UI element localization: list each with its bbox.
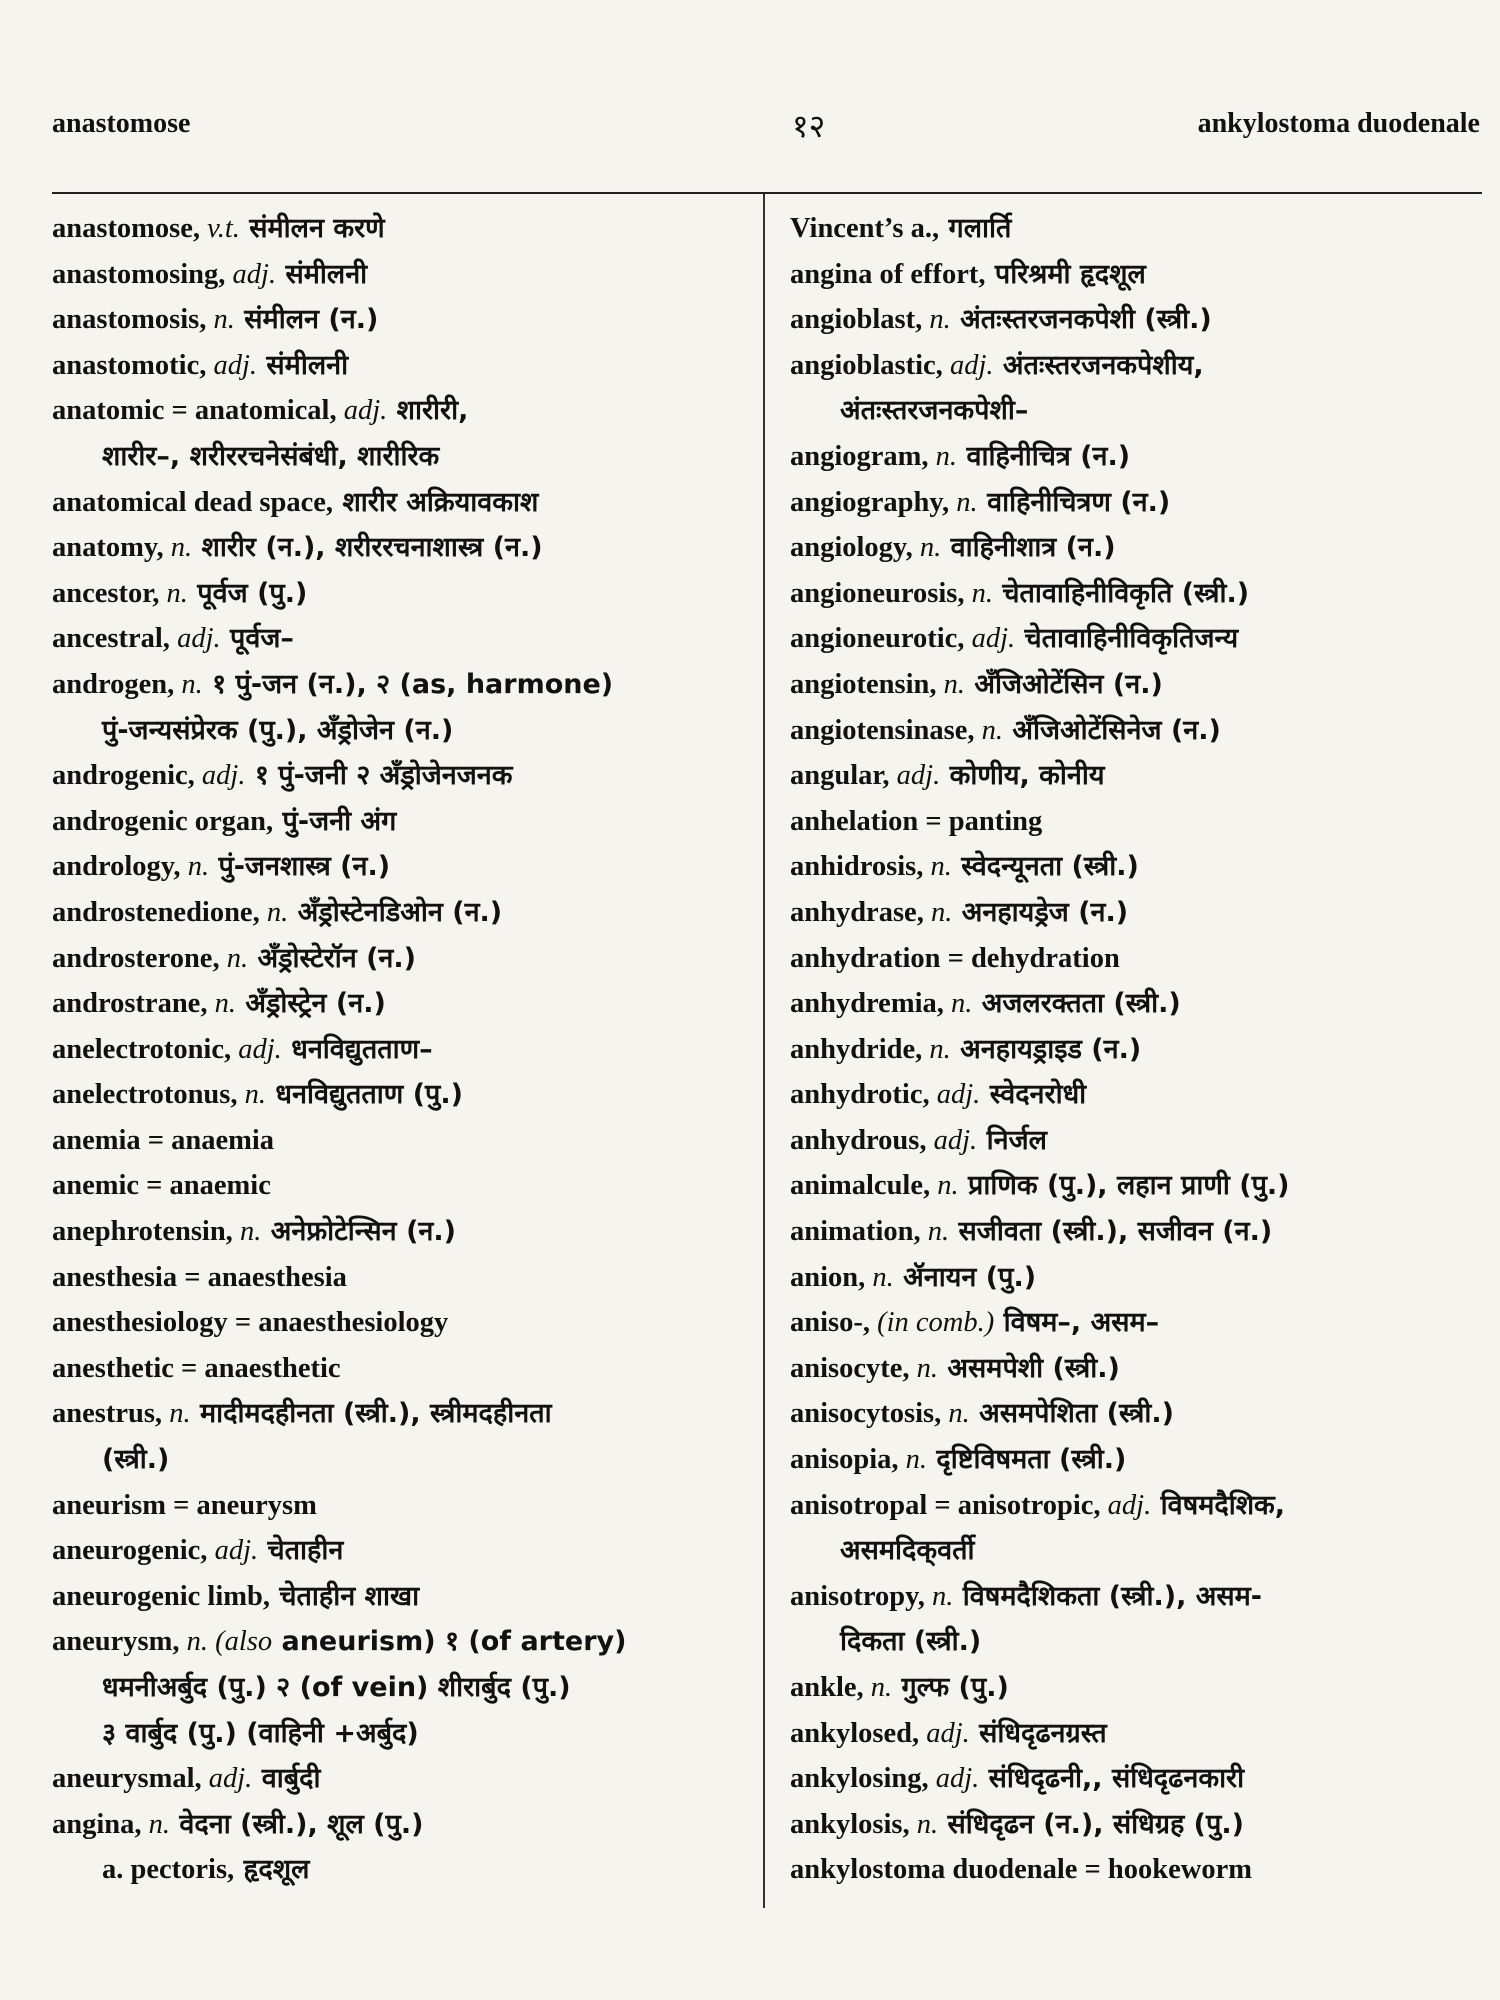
- entry-headword: anhelation = panting: [790, 805, 1043, 837]
- entry-definition: अंतःस्तरजनकपेशीय,: [993, 349, 1204, 381]
- entry-definition: संधिदृढनी,, संधिदृढनकारी: [979, 1763, 1245, 1795]
- entry-definition: वेदना (स्त्री.), शूल (पु.): [170, 1808, 424, 1840]
- entry-definition: अंतःस्तरजनकपेशी–: [840, 395, 1029, 427]
- dictionary-entry: [790, 799, 1490, 845]
- entry-definition: संमीलन (न.): [234, 304, 379, 336]
- entry-definition: विषमदैशिक,: [1151, 1489, 1286, 1521]
- entry-part-of-speech: n.: [237, 1079, 267, 1111]
- entry-definition: कोणीय, कोनीय: [940, 760, 1105, 792]
- entry-definition: असमपेशिता (स्त्री.): [969, 1398, 1174, 1430]
- dictionary-entry: [52, 844, 752, 890]
- entry-headword: ankylosed,: [790, 1717, 920, 1749]
- entry-headword: anestrus,: [52, 1398, 163, 1430]
- dictionary-entry: [790, 1574, 1490, 1620]
- entry-part-of-speech: n.: [174, 668, 203, 700]
- entry-definition: वाहिनीचित्र (न.): [957, 440, 1131, 472]
- entry-definition: अँड्रोस्टेरॉन (न.): [248, 942, 416, 974]
- entry-part-of-speech: adj.: [207, 1535, 259, 1567]
- entry-part-of-speech: adj.: [919, 1717, 970, 1749]
- entry-part-of-speech: v.t.: [200, 213, 240, 244]
- entry-definition: aneurism) १ (of artery): [272, 1626, 627, 1658]
- dictionary-entry: [52, 480, 752, 526]
- dictionary-entry: [790, 1802, 1490, 1848]
- entry-definition: पुं-जनी अंग: [273, 805, 397, 837]
- entry-headword: anhydremia,: [790, 988, 944, 1020]
- dictionary-entry: [52, 1711, 752, 1757]
- entry-headword: anelectrotonus,: [52, 1079, 238, 1111]
- entry-headword: anesthesia = anaesthesia: [52, 1261, 347, 1293]
- entry-headword: anemia = anaemia: [52, 1124, 275, 1156]
- header-first-entry: anastomose: [52, 108, 191, 139]
- entry-definition: स्वेदन्यूनता (स्त्री.): [951, 851, 1139, 883]
- dictionary-entry: [790, 525, 1490, 571]
- entry-part-of-speech: n.: [936, 668, 965, 700]
- entry-headword: anisotropal = anisotropic,: [790, 1489, 1101, 1521]
- entry-headword: angina,: [52, 1808, 142, 1840]
- entry-headword: ankylostoma duodenale = hookeworm: [790, 1854, 1252, 1886]
- entry-part-of-speech: n.: [180, 851, 210, 883]
- entry-headword: aneurysm,: [52, 1626, 180, 1658]
- dictionary-entry: [52, 297, 752, 343]
- entry-definition: पुं-जनशास्त्र (न.): [209, 851, 391, 883]
- entry-headword: anastomose,: [52, 213, 201, 244]
- entry-part-of-speech: n.: [923, 851, 952, 883]
- entry-headword: aneurysmal,: [52, 1763, 202, 1795]
- entry-definition: धनविद्युतताण (पु.): [266, 1079, 463, 1111]
- dictionary-entry: [52, 1118, 752, 1164]
- dictionary-entry: [790, 1756, 1490, 1802]
- entry-definition: अँजिओटेंसिन (न.): [965, 668, 1163, 700]
- dictionary-entry: [790, 1209, 1490, 1255]
- entry-definition: अनहायड्राइड (न.): [950, 1033, 1142, 1065]
- entry-definition: शारीर–, शरीररचनेसंबंधी, शारीरिक: [102, 440, 440, 472]
- dictionary-entry: [52, 1072, 752, 1118]
- dictionary-entry: [52, 662, 752, 708]
- entry-headword: aneurism = aneurysm: [52, 1489, 317, 1521]
- entry-part-of-speech: adj.: [169, 623, 221, 655]
- dictionary-entry: [790, 480, 1490, 526]
- entry-part-of-speech: adj.: [929, 1079, 981, 1111]
- entry-definition: अनहायड्रेज (न.): [952, 896, 1129, 928]
- entry-part-of-speech: adj.: [889, 760, 941, 792]
- entry-headword: anisotropy,: [790, 1580, 925, 1612]
- entry-headword: anhydrous,: [790, 1124, 927, 1156]
- dictionary-entry: [52, 1756, 752, 1802]
- entry-definition: अजलरक्तता (स्त्री.): [972, 988, 1181, 1020]
- entry-part-of-speech: n.: [920, 1216, 950, 1248]
- entry-part-of-speech: n.: [898, 1444, 928, 1476]
- dictionary-entry: [790, 662, 1490, 708]
- dictionary-entry: [790, 1072, 1490, 1118]
- entry-part-of-speech: n. (also: [179, 1626, 273, 1658]
- entry-part-of-speech: n.: [974, 714, 1003, 746]
- dictionary-entry: [790, 753, 1490, 799]
- entry-definition: संमीलनी: [257, 349, 349, 381]
- dictionary-entry: [52, 616, 752, 662]
- dictionary-entry: [790, 252, 1490, 298]
- entry-headword: ancestral,: [52, 623, 170, 655]
- entry-definition: अँजिओटेंसिनेज (न.): [1003, 714, 1221, 746]
- entry-definition: निर्जल: [977, 1124, 1047, 1156]
- entry-headword: angioneurosis,: [790, 577, 965, 609]
- entry-definition: शारीरी,: [387, 395, 469, 427]
- entry-headword: anhydride,: [790, 1033, 923, 1065]
- entry-definition: सजीवता (स्त्री.), सजीवन (न.): [949, 1216, 1273, 1248]
- entry-part-of-speech: adj.: [964, 623, 1016, 655]
- entry-headword: androstenedione,: [52, 896, 260, 928]
- entry-headword: anhydrase,: [790, 896, 924, 928]
- entry-definition: गुल्फ (पु.): [892, 1672, 1009, 1703]
- dictionary-entry: [790, 1665, 1490, 1711]
- entry-headword: aneurogenic,: [52, 1535, 208, 1567]
- entry-part-of-speech: n.: [922, 1033, 951, 1065]
- dictionary-entry: [790, 1437, 1490, 1483]
- dictionary-entry: [52, 571, 752, 617]
- entry-headword: animation,: [790, 1216, 921, 1248]
- entry-definition: संधिदृढन (न.), संधिग्रह (पु.): [938, 1808, 1244, 1840]
- entry-definition: शारीर (न.), शरीररचनाशास्त्र (न.): [192, 532, 543, 564]
- entry-headword: angina of effort,: [790, 258, 986, 290]
- dictionary-entry: [790, 1300, 1490, 1346]
- entry-headword: anatomy,: [52, 532, 164, 564]
- dictionary-entry: [790, 1483, 1490, 1529]
- dictionary-entry: [52, 981, 752, 1027]
- dictionary-entry: [52, 1346, 752, 1392]
- dictionary-entry: [790, 1118, 1490, 1164]
- dictionary-entry: [52, 1437, 752, 1483]
- entry-definition: पुं-जन्यसंप्रेरक (पु.), अँड्रोजेन (न.): [102, 714, 454, 746]
- entry-part-of-speech: adj.: [201, 1763, 253, 1795]
- dictionary-entry: [52, 890, 752, 936]
- entry-definition: १ पुं-जन (न.), २ (as, harmone): [202, 668, 614, 700]
- entry-part-of-speech: n.: [865, 1261, 894, 1293]
- dictionary-entry: [52, 1163, 752, 1209]
- entry-part-of-speech: (in comb.): [869, 1307, 995, 1339]
- entry-headword: aniso-,: [790, 1307, 870, 1339]
- entry-part-of-speech: adj.: [336, 395, 388, 427]
- entry-part-of-speech: n.: [207, 988, 236, 1020]
- dictionary-entry: [790, 1391, 1490, 1437]
- dictionary-entry: [52, 1574, 752, 1620]
- dictionary-entry: [790, 343, 1490, 389]
- dictionary-entry: [52, 434, 752, 480]
- entry-part-of-speech: n.: [909, 1808, 939, 1840]
- entry-definition: वाहिनीचित्रण (न.): [977, 486, 1171, 518]
- dictionary-entry: [790, 571, 1490, 617]
- entry-part-of-speech: adj.: [928, 1763, 980, 1795]
- entry-part-of-speech: n.: [943, 988, 973, 1020]
- entry-headword: angiotensin,: [790, 668, 937, 700]
- entry-definition: विषमदैशिकता (स्त्री.), असम-: [953, 1580, 1262, 1612]
- dictionary-entry: [790, 844, 1490, 890]
- dictionary-entry: [790, 206, 1490, 252]
- entry-headword: angiogram,: [790, 440, 929, 472]
- dictionary-entry: [52, 343, 752, 389]
- entry-definition: प्राणिक (पु.), लहान प्राणी (पु.): [958, 1170, 1290, 1202]
- dictionary-entry: [790, 981, 1490, 1027]
- entry-part-of-speech: n.: [930, 1170, 959, 1202]
- dictionary-entry: [52, 525, 752, 571]
- entry-part-of-speech: adj.: [206, 349, 258, 381]
- entry-headword: anisocytosis,: [790, 1398, 942, 1430]
- dictionary-entry: [790, 1619, 1490, 1665]
- dictionary-entry: [790, 708, 1490, 754]
- entry-definition: हृदशूल: [234, 1854, 310, 1886]
- entry-definition: वाहिनीशात्र (न.): [941, 532, 1116, 564]
- entry-definition: अँड्रोस्ट्रेन (न.): [235, 988, 386, 1020]
- entry-headword: ankylosis,: [790, 1808, 910, 1840]
- entry-headword: angiology,: [790, 532, 913, 564]
- entry-definition: संमीलन करणे: [239, 213, 385, 244]
- entry-definition: संमीलनी: [276, 258, 368, 290]
- entry-headword: andrology,: [52, 851, 181, 883]
- entry-part-of-speech: n.: [141, 1808, 170, 1840]
- entry-definition: गलार्ति: [939, 213, 1012, 244]
- entry-headword: anisopia,: [790, 1444, 899, 1476]
- entry-headword: angioblastic,: [790, 349, 943, 381]
- entry-part-of-speech: adj.: [1100, 1489, 1152, 1521]
- entry-definition: अनेफ्रोटेन्सिन (न.): [261, 1216, 456, 1248]
- entry-definition: धनविद्युतताण–: [281, 1033, 433, 1065]
- entry-headword: anastomosing,: [52, 258, 226, 290]
- entry-definition: वार्बुदी: [252, 1763, 321, 1795]
- page-number: १२: [792, 108, 826, 144]
- entry-definition: धमनीअर्बुद (पु.) २ (of vein) शीरार्बुद (पु.): [102, 1672, 571, 1703]
- entry-definition: अंतःस्तरजनकपेशी (स्त्री.): [950, 304, 1212, 336]
- entry-part-of-speech: adj.: [926, 1124, 978, 1156]
- entry-part-of-speech: adj.: [942, 349, 994, 381]
- entry-headword: anesthesiology = anaesthesiology: [52, 1307, 449, 1339]
- dictionary-entry: [52, 708, 752, 754]
- dictionary-entry: [790, 1255, 1490, 1301]
- entry-definition: विषम–, असम–: [994, 1307, 1160, 1339]
- dictionary-entry: [790, 936, 1490, 982]
- entry-headword: anastomosis,: [52, 304, 207, 336]
- entry-headword: anemic = anaemic: [52, 1170, 271, 1202]
- dictionary-entry: [790, 616, 1490, 662]
- entry-part-of-speech: n.: [964, 577, 993, 609]
- entry-headword: anion,: [790, 1261, 866, 1293]
- header-last-entry: ankylostoma duodenale: [1197, 108, 1480, 139]
- dictionary-entry: [52, 753, 752, 799]
- entry-definition: चेताहीन: [258, 1535, 344, 1567]
- dictionary-entry: [52, 936, 752, 982]
- entry-definition: पूर्वज (पु.): [187, 577, 308, 609]
- entry-definition: १ पुं-जनी २ अँड्रोजेनजनक: [245, 760, 513, 792]
- entry-part-of-speech: adj.: [194, 760, 246, 792]
- entry-part-of-speech: n.: [909, 1352, 939, 1384]
- dictionary-entry: [790, 434, 1490, 480]
- entry-part-of-speech: n.: [162, 1398, 191, 1430]
- entry-definition: ३ वार्बुद (पु.) (वाहिनी +अर्बुद): [102, 1717, 419, 1749]
- entry-part-of-speech: n.: [923, 896, 953, 928]
- dictionary-entry: [52, 1847, 752, 1893]
- entry-definition: चेतावाहिनीविकृतिजन्य: [1015, 623, 1239, 655]
- entry-part-of-speech: adj.: [231, 1033, 282, 1065]
- dictionary-entry: [52, 1391, 752, 1437]
- entry-definition: असमपेशी (स्त्री.): [938, 1352, 1120, 1384]
- dictionary-entry: [790, 890, 1490, 936]
- entry-definition: असमदिक्‌वर्ती: [840, 1535, 975, 1567]
- dictionary-entry: [52, 799, 752, 845]
- entry-headword: a. pectoris,: [102, 1854, 235, 1886]
- entry-headword: ankylosing,: [790, 1763, 929, 1795]
- entry-headword: anesthetic = anaesthetic: [52, 1352, 341, 1384]
- entry-headword: aneurogenic limb,: [52, 1580, 270, 1612]
- entry-part-of-speech: n.: [863, 1672, 893, 1703]
- entry-headword: androstrane,: [52, 988, 208, 1020]
- entry-part-of-speech: n.: [941, 1398, 970, 1430]
- entry-headword: angular,: [790, 760, 890, 792]
- entry-part-of-speech: n.: [163, 532, 193, 564]
- entry-headword: anephrotensin,: [52, 1216, 233, 1248]
- dictionary-entry: [790, 1847, 1490, 1893]
- entry-definition: (स्त्री.): [102, 1444, 170, 1476]
- entry-definition: शारीर अक्रियावकाश: [333, 486, 539, 518]
- dictionary-entry: [52, 1300, 752, 1346]
- entry-headword: anelectrotonic,: [52, 1033, 232, 1065]
- entry-headword: anastomotic,: [52, 349, 207, 381]
- entry-definition: संधिदृढनग्रस्त: [969, 1717, 1107, 1749]
- dictionary-entry: [52, 1802, 752, 1848]
- entry-part-of-speech: n.: [922, 304, 951, 336]
- column-divider: [763, 194, 765, 1908]
- entry-definition: परिश्रमी हृदशूल: [985, 258, 1146, 290]
- entry-part-of-speech: n.: [259, 896, 289, 928]
- entry-part-of-speech: n.: [949, 486, 978, 518]
- dictionary-entry: [52, 388, 752, 434]
- dictionary-entry: [52, 1255, 752, 1301]
- dictionary-entry: [790, 1346, 1490, 1392]
- entry-headword: angioblast,: [790, 304, 923, 336]
- entry-part-of-speech: n.: [912, 532, 942, 564]
- dictionary-entry: [52, 206, 752, 252]
- dictionary-entry: [790, 1163, 1490, 1209]
- entry-part-of-speech: n.: [159, 577, 188, 609]
- dictionary-entry: [52, 1483, 752, 1529]
- entry-headword: anhydration = dehydration: [790, 942, 1120, 974]
- entry-headword: androgenic organ,: [52, 805, 274, 837]
- dictionary-entry: [52, 252, 752, 298]
- dictionary-entry: [790, 388, 1490, 434]
- entry-definition: ॲनायन (पु.): [893, 1261, 1037, 1293]
- entry-definition: स्वेदनरोधी: [980, 1079, 1087, 1111]
- entry-headword: ankle,: [790, 1672, 864, 1703]
- dictionary-entry: [790, 1528, 1490, 1574]
- entry-headword: ancestor,: [52, 577, 160, 609]
- dictionary-entry: [52, 1665, 752, 1711]
- entry-headword: anhydrotic,: [790, 1079, 930, 1111]
- entry-headword: Vincent’s a.,: [790, 213, 940, 244]
- dictionary-entry: [790, 297, 1490, 343]
- entry-definition: दिकता (स्त्री.): [840, 1626, 982, 1658]
- entry-part-of-speech: n.: [206, 304, 235, 336]
- entry-headword: animalcule,: [790, 1170, 931, 1202]
- dictionary-entry: [790, 1711, 1490, 1757]
- dictionary-entry: [52, 1209, 752, 1255]
- entry-definition: पूर्वज–: [220, 623, 294, 655]
- entry-part-of-speech: n.: [219, 942, 249, 974]
- dictionary-entry: [790, 1027, 1490, 1073]
- header-rule: [52, 192, 1482, 194]
- entry-headword: anisocyte,: [790, 1352, 910, 1384]
- entry-part-of-speech: n.: [232, 1216, 262, 1248]
- entry-definition: दृष्टिविषमता (स्त्री.): [927, 1444, 1127, 1476]
- entry-definition: मादीमदहीनता (स्त्री.), स्त्रीमदहीनता: [190, 1398, 552, 1430]
- entry-headword: androgenic,: [52, 760, 195, 792]
- entry-headword: angiotensinase,: [790, 714, 975, 746]
- entry-headword: androgen,: [52, 668, 175, 700]
- entry-definition: अँड्रोस्टेनडिओन (न.): [288, 896, 503, 928]
- dictionary-entry: [52, 1619, 752, 1665]
- left-column: [52, 206, 752, 1893]
- entry-headword: anatomical dead space,: [52, 486, 334, 518]
- entry-headword: anatomic = anatomical,: [52, 395, 337, 427]
- entry-definition: चेतावाहिनीविकृति (स्त्री.): [992, 577, 1250, 609]
- entry-definition: चेताहीन शाखा: [269, 1580, 420, 1612]
- dictionary-entry: [52, 1027, 752, 1073]
- dictionary-entry: [52, 1528, 752, 1574]
- entry-headword: angioneurotic,: [790, 623, 965, 655]
- entry-part-of-speech: n.: [924, 1580, 954, 1612]
- entry-part-of-speech: n.: [928, 440, 958, 472]
- entry-headword: angiography,: [790, 486, 950, 518]
- entry-headword: androsterone,: [52, 942, 220, 974]
- right-column: [790, 206, 1490, 1893]
- entry-part-of-speech: adj.: [225, 258, 277, 290]
- entry-headword: anhidrosis,: [790, 851, 924, 883]
- running-header: [52, 108, 1480, 152]
